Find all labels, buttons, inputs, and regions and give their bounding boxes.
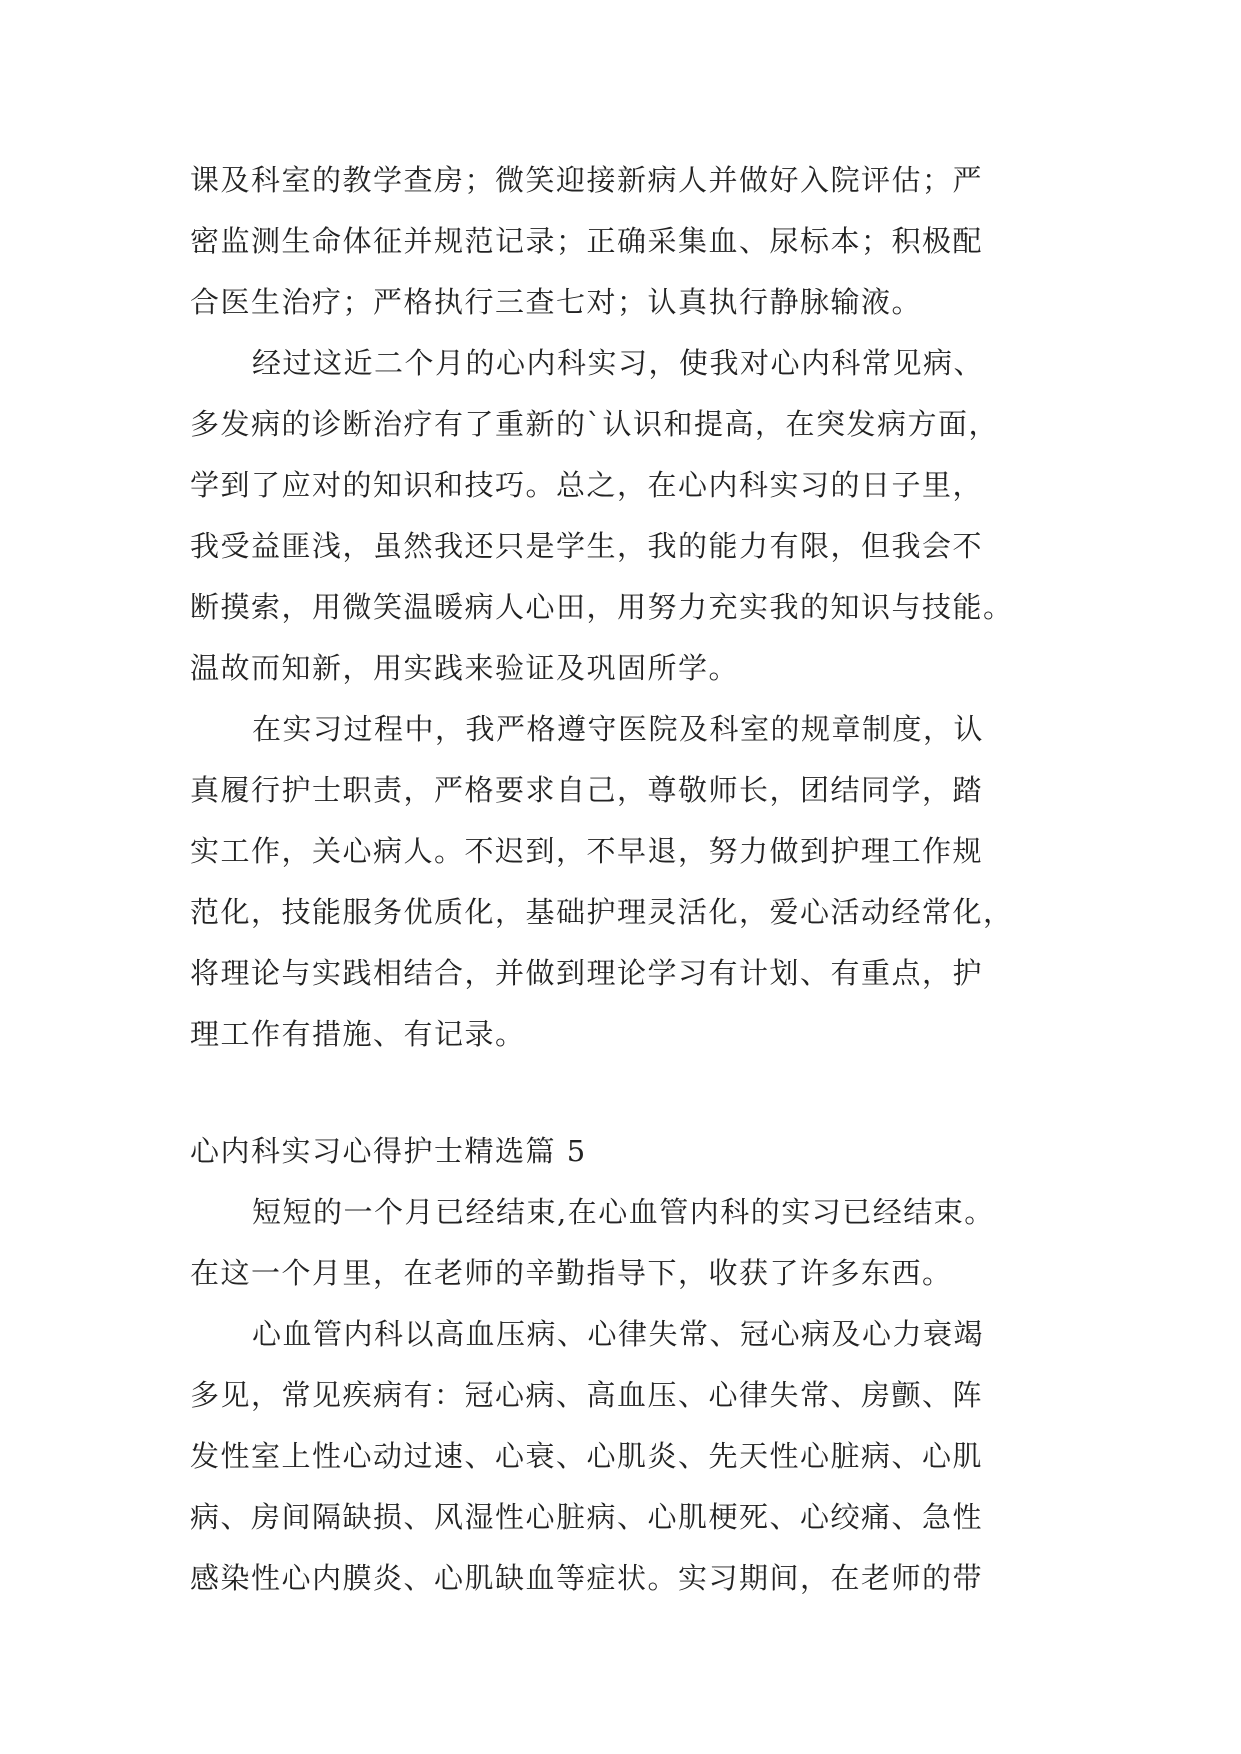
paragraph-2	[190, 333, 1050, 699]
text-line: 合医生治疗；严格执行三查七对；认真执行静脉输液。	[190, 285, 923, 319]
text-line: 短短的一个月已经结束,在心血管内科的实习已经结束。	[252, 1195, 995, 1229]
text-line: 断摸索，用微笑温暖病人心田，用努力充实我的知识与技能。	[190, 590, 1014, 624]
text-line: 在实习过程中，我严格遵守医院及科室的规章制度，认	[252, 712, 985, 746]
paragraph-4	[190, 1182, 1050, 1304]
section-title: 心内科实习心得护士精选篇 5	[190, 1134, 587, 1168]
text-line: 感染性心内膜炎、心肌缺血等症状。实习期间，在老师的带	[190, 1561, 984, 1595]
paragraph-3	[190, 699, 1050, 1065]
text-line: 病、房间隔缺损、风湿性心脏病、心肌梗死、心绞痛、急性	[190, 1500, 984, 1534]
text-line: 课及科室的教学查房；微笑迎接新病人并做好入院评估；严	[190, 163, 984, 197]
paragraph-5	[190, 1304, 1050, 1609]
text-line: 发性室上性心动过速、心衰、心肌炎、先天性心脏病、心肌	[190, 1439, 984, 1473]
text-line: 密监测生命体征并规范记录；正确采集血、尿标本；积极配	[190, 224, 984, 258]
document-body	[190, 150, 1050, 1609]
paragraph-1	[190, 150, 1050, 333]
text-line: 理工作有措施、有记录。	[190, 1017, 526, 1051]
text-line: 我受益匪浅，虽然我还只是学生，我的能力有限，但我会不	[190, 529, 984, 563]
text-line: 范化，技能服务优质化，基础护理灵活化，爱心活动经常化，	[190, 895, 1014, 929]
text-line: 学到了应对的知识和技巧。总之，在心内科实习的日子里，	[190, 468, 984, 502]
text-line: 经过这近二个月的心内科实习，使我对心内科常见病、	[252, 346, 985, 380]
text-line: 在这一个月里，在老师的辛勤指导下，收获了许多东西。	[190, 1256, 953, 1290]
text-line: 真履行护士职责，严格要求自己，尊敬师长，团结同学，踏	[190, 773, 984, 807]
text-line: 多发病的诊断治疗有了重新的`认识和提高，在突发病方面，	[190, 407, 1000, 441]
text-line: 实工作，关心病人。不迟到，不早退，努力做到护理工作规	[190, 834, 984, 868]
text-line: 心血管内科以高血压病、心律失常、冠心病及心力衰竭	[252, 1317, 985, 1351]
text-line: 将理论与实践相结合，并做到理论学习有计划、有重点，护	[190, 956, 984, 990]
text-line: 温故而知新，用实践来验证及巩固所学。	[190, 651, 740, 685]
text-line: 多见，常见疾病有：冠心病、高血压、心律失常、房颤、阵	[190, 1378, 984, 1412]
